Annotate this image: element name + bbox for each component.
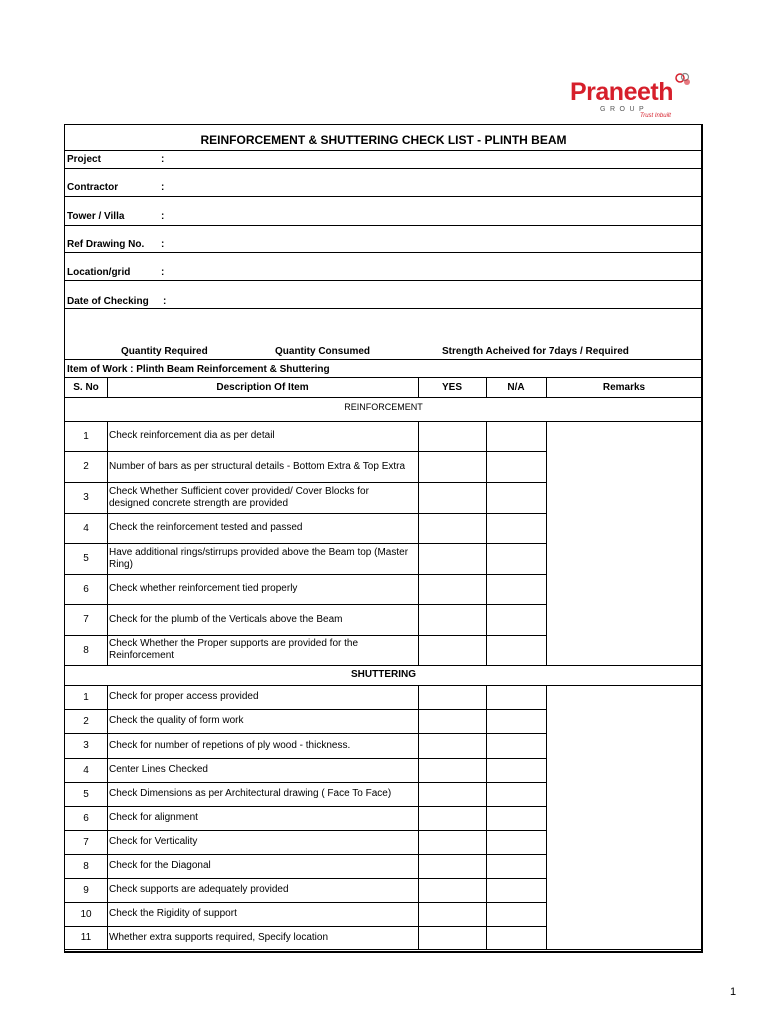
column-divider bbox=[418, 377, 419, 397]
yes-checkbox-cell[interactable] bbox=[419, 452, 485, 482]
divider bbox=[65, 225, 702, 226]
checklist-sheet bbox=[64, 124, 703, 953]
na-checkbox-cell[interactable] bbox=[487, 759, 545, 782]
field-colon: : bbox=[161, 182, 165, 193]
yes-checkbox-cell[interactable] bbox=[419, 636, 485, 665]
column-divider bbox=[418, 421, 419, 665]
na-checkbox-cell[interactable] bbox=[487, 783, 545, 806]
item-description: Number of bars as per structural details - Bottom Extra & Top Extra bbox=[109, 460, 406, 472]
item-description: Check for the Diagonal bbox=[109, 860, 211, 871]
item-description: Check Dimensions as per Architectural drawing ( Face To Face) bbox=[109, 788, 392, 799]
item-number: 7 bbox=[83, 614, 89, 625]
item-number: 5 bbox=[83, 553, 89, 564]
field-label: Project bbox=[67, 154, 101, 165]
header-remarks: Remarks bbox=[602, 381, 646, 393]
item-description: Check reinforcement dia as per detail bbox=[109, 430, 275, 441]
section-heading: SHUTTERING bbox=[351, 669, 416, 680]
quantity-consumed-label: Quantity Consumed bbox=[275, 346, 371, 357]
item-number: 3 bbox=[83, 740, 89, 751]
column-divider bbox=[418, 685, 419, 949]
quantity-required-label: Quantity Required bbox=[121, 346, 208, 357]
divider bbox=[65, 252, 702, 253]
divider bbox=[65, 949, 702, 950]
yes-checkbox-cell[interactable] bbox=[419, 927, 485, 949]
item-description: Check for proper access provided bbox=[109, 691, 259, 702]
item-description: Whether extra supports required, Specify location bbox=[109, 931, 328, 943]
field-colon: : bbox=[161, 239, 165, 250]
field-colon: : bbox=[163, 296, 167, 307]
na-checkbox-cell[interactable] bbox=[487, 544, 545, 574]
page-number: 1 bbox=[730, 986, 737, 998]
item-description: Check the reinforcement tested and passed bbox=[109, 522, 303, 533]
column-divider bbox=[107, 421, 108, 665]
yes-checkbox-cell[interactable] bbox=[419, 422, 485, 451]
na-checkbox-cell[interactable] bbox=[487, 903, 545, 926]
item-number: 4 bbox=[83, 764, 89, 776]
yes-checkbox-cell[interactable] bbox=[419, 514, 485, 543]
field-label: Contractor bbox=[67, 182, 119, 193]
item-number: 8 bbox=[83, 644, 89, 656]
item-description: Have additional rings/stirrups provided above the Beam top (Master Ring) bbox=[109, 546, 409, 570]
yes-checkbox-cell[interactable] bbox=[419, 686, 485, 709]
item-number: 6 bbox=[83, 812, 89, 824]
column-divider bbox=[107, 377, 108, 397]
logo-tagline: Trust Inbuilt bbox=[640, 113, 671, 119]
item-description: Check the Rigidity of support bbox=[109, 908, 237, 919]
column-divider bbox=[107, 685, 108, 949]
item-description: Check Whether the Proper supports are provided for the Reinforcement bbox=[109, 638, 359, 661]
na-checkbox-cell[interactable] bbox=[487, 686, 545, 709]
yes-checkbox-cell[interactable] bbox=[419, 903, 485, 926]
column-divider bbox=[546, 377, 547, 397]
item-description: Check for the plumb of the Verticals above the Beam bbox=[109, 613, 343, 625]
column-divider bbox=[546, 421, 547, 665]
yes-checkbox-cell[interactable] bbox=[419, 759, 485, 782]
item-number: 1 bbox=[83, 691, 89, 703]
section-heading: REINFORCEMENT bbox=[344, 402, 423, 412]
column-divider bbox=[546, 685, 547, 949]
field-colon: : bbox=[161, 154, 165, 165]
header-yes: YES bbox=[441, 381, 462, 393]
field-colon: : bbox=[161, 211, 165, 222]
na-checkbox-cell[interactable] bbox=[487, 483, 545, 513]
logo-wordmark: Praneeth bbox=[570, 78, 673, 106]
item-number: 2 bbox=[83, 715, 89, 727]
yes-checkbox-cell[interactable] bbox=[419, 544, 485, 574]
item-description: Check the quality of form work bbox=[109, 715, 244, 726]
item-number: 11 bbox=[80, 932, 92, 943]
strength-label: Strength Acheived for 7days / Required bbox=[442, 346, 629, 357]
header-description: Description Of Item bbox=[216, 381, 309, 393]
divider bbox=[65, 280, 702, 281]
field-label: Location/grid bbox=[67, 267, 131, 278]
na-checkbox-cell[interactable] bbox=[487, 879, 545, 902]
na-checkbox-cell[interactable] bbox=[487, 605, 545, 635]
yes-checkbox-cell[interactable] bbox=[419, 855, 485, 878]
na-checkbox-cell[interactable] bbox=[487, 927, 545, 949]
divider bbox=[65, 150, 702, 151]
item-number: 3 bbox=[83, 492, 89, 503]
divider bbox=[65, 359, 702, 360]
item-description: Center Lines Checked bbox=[109, 764, 208, 775]
yes-checkbox-cell[interactable] bbox=[419, 783, 485, 806]
column-divider bbox=[486, 421, 487, 665]
logo-mark-icon bbox=[674, 72, 692, 88]
na-checkbox-cell[interactable] bbox=[487, 575, 545, 604]
divider bbox=[65, 665, 702, 666]
yes-checkbox-cell[interactable] bbox=[419, 831, 485, 854]
yes-checkbox-cell[interactable] bbox=[419, 879, 485, 902]
remarks-cell[interactable] bbox=[547, 421, 701, 665]
yes-checkbox-cell[interactable] bbox=[419, 483, 485, 513]
yes-checkbox-cell[interactable] bbox=[419, 575, 485, 604]
item-description: Check for number of repetions of ply wood - thickness. bbox=[109, 739, 351, 751]
na-checkbox-cell[interactable] bbox=[487, 734, 545, 758]
field-label: Ref Drawing No. bbox=[67, 239, 145, 250]
logo-group-text: GROUP bbox=[600, 106, 649, 113]
yes-checkbox-cell[interactable] bbox=[419, 710, 485, 733]
na-checkbox-cell[interactable] bbox=[487, 452, 545, 482]
na-checkbox-cell[interactable] bbox=[487, 807, 545, 830]
item-number: 7 bbox=[83, 836, 89, 848]
item-number: 9 bbox=[83, 884, 89, 896]
na-checkbox-cell[interactable] bbox=[487, 831, 545, 854]
item-number: 5 bbox=[83, 788, 89, 800]
divider bbox=[65, 168, 702, 169]
field-label: Tower / Villa bbox=[67, 211, 125, 222]
divider bbox=[65, 397, 702, 398]
yes-checkbox-cell[interactable] bbox=[419, 734, 485, 758]
field-label: Date of Checking bbox=[67, 296, 149, 307]
item-description: Check for Verticality bbox=[109, 836, 198, 847]
divider bbox=[65, 196, 702, 197]
item-number: 10 bbox=[80, 908, 92, 920]
company-logo bbox=[570, 72, 700, 122]
divider bbox=[65, 308, 702, 309]
item-description: Check supports are adequately provided bbox=[109, 884, 289, 895]
checklist-title: REINFORCEMENT & SHUTTERING CHECK LIST - PLINTH BEAM bbox=[200, 133, 567, 147]
header-sno: S. No bbox=[73, 381, 99, 393]
yes-checkbox-cell[interactable] bbox=[419, 605, 485, 635]
item-number: 1 bbox=[83, 430, 89, 442]
na-checkbox-cell[interactable] bbox=[487, 636, 545, 665]
item-number: 8 bbox=[83, 860, 89, 872]
yes-checkbox-cell[interactable] bbox=[419, 807, 485, 830]
item-of-work: Item of Work : Plinth Beam Reinforcement & Shuttering bbox=[67, 364, 330, 375]
item-number: 6 bbox=[83, 583, 89, 595]
column-divider bbox=[486, 377, 487, 397]
na-checkbox-cell[interactable] bbox=[487, 710, 545, 733]
na-checkbox-cell[interactable] bbox=[487, 855, 545, 878]
item-description: Check Whether Sufficient cover provided/ Cover Blocks for designed concrete strength are provided bbox=[109, 485, 369, 509]
na-checkbox-cell[interactable] bbox=[487, 422, 545, 451]
item-number: 4 bbox=[83, 522, 89, 534]
na-checkbox-cell[interactable] bbox=[487, 514, 545, 543]
header-na: N/A bbox=[507, 381, 525, 393]
column-divider bbox=[486, 685, 487, 949]
item-description: Check for alignment bbox=[109, 812, 198, 823]
remarks-cell[interactable] bbox=[547, 685, 701, 949]
item-description: Check whether reinforcement tied properly bbox=[109, 583, 298, 594]
field-colon: : bbox=[161, 267, 165, 278]
item-number: 2 bbox=[83, 461, 89, 472]
